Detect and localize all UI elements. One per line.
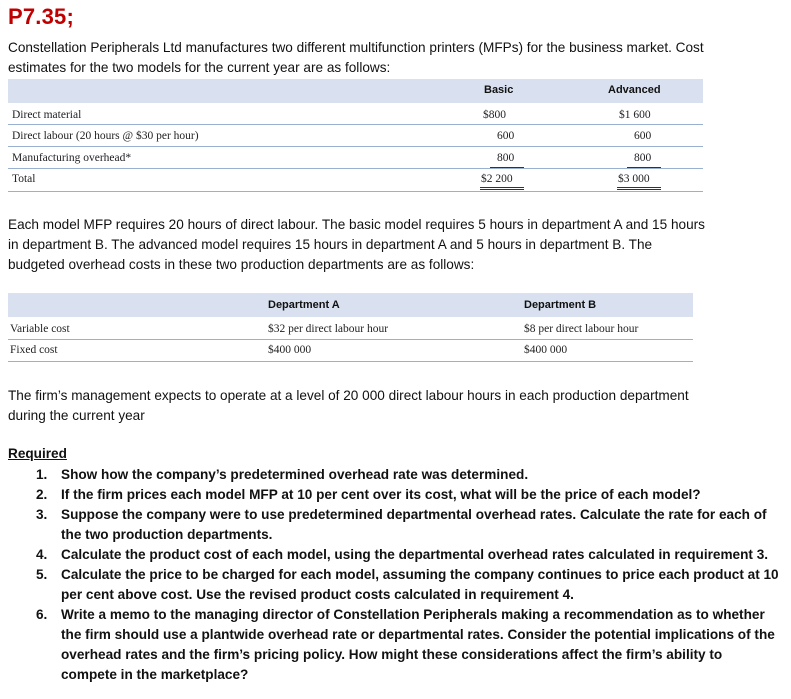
middle-line: budgeted overhead costs in these two production departments are as follows: [8,257,475,272]
expectation-line: The firm’s management expects to operate at a level of 20 000 direct labour hours in each production department [8,388,689,403]
requirement-number: 4. [36,547,48,562]
total-double-underline [480,187,524,188]
requirement-text: Calculate the price to be charged for each model, assuming the company continues to price each product at 10 per cent above cost. Use the revised product costs calculated in requirement 4. [61,567,779,602]
requirement-item [36,505,781,545]
department-table [8,293,693,365]
requirement-text: Show how the company’s predetermined overhead rate was determined. [61,467,529,482]
required-heading: Required [8,446,67,461]
basic-value: $2 200 [481,173,513,185]
requirement-text: Suppose the company were to use predetermined departmental overhead rates. Calculate the rate for each of the two production departments. [61,507,767,542]
total-double-underline [480,189,524,190]
requirement-number: 5. [36,567,48,582]
requirement-item [36,465,781,485]
requirement-item [36,605,781,685]
intro-line: Constellation Peripherals Ltd manufactures two different multifunction printers (MFPs) for the business market. Cost [8,40,704,55]
header-department-b: Department B [524,299,597,311]
middle-line: Each model MFP requires 20 hours of direct labour. The basic model requires 5 hours in department A and 15 hours [8,217,705,232]
row-divider [8,146,703,147]
advanced-value: 600 [634,130,652,142]
cost-table-header-band [8,79,703,103]
row-label: Direct labour (20 hours @ $30 per hour) [12,130,199,142]
dept-b-value: $8 per direct labour hour [524,323,639,335]
expectation-line: during the current year [8,408,145,423]
basic-value: $800 [483,109,506,121]
requirement-number: 6. [36,607,48,622]
requirement-number: 3. [36,507,48,522]
requirement-number: 2. [36,487,48,502]
advanced-value: $3 000 [618,173,650,185]
row-label: Manufacturing overhead* [12,152,132,164]
basic-value: 800 [497,152,515,164]
total-double-underline [617,187,661,188]
row-divider [8,168,703,169]
row-label: Variable cost [10,323,70,335]
advanced-value: $1 600 [619,109,651,121]
dept-b-value: $400 000 [524,344,568,356]
requirement-text: Calculate the product cost of each model, using the departmental overhead rates calculated in requirement 3. [61,547,769,562]
header-advanced: Advanced [608,84,661,96]
expectation-paragraph [8,386,689,426]
row-divider [8,124,703,125]
requirement-item [36,565,781,605]
requirement-text: Write a memo to the managing director of Constellation Peripherals making a recommendation as to whether the firm should use a plantwide overhead rate or departmental rates. Consider the potential implications of the overhead rates and the firm’s pricing policy. How might these considerations affect the firm’s ability to compete in the marketplace? [61,607,775,682]
middle-paragraph [8,215,705,275]
row-label: Fixed cost [10,344,58,356]
requirement-number: 1. [36,467,48,482]
middle-line: in department B. The advanced model requires 15 hours in department A and 5 hours in department B. The [8,237,653,252]
table-bottom-rule [8,191,703,192]
basic-value: 600 [497,130,515,142]
requirement-item [36,545,781,565]
requirement-item [36,485,781,505]
problem-title: P7.35; [8,4,75,29]
requirements-list [36,465,781,685]
row-divider [8,339,693,340]
advanced-value: 800 [634,152,652,164]
header-department-a: Department A [268,299,340,311]
dept-a-value: $400 000 [268,344,312,356]
table-bottom-rule [8,361,693,362]
requirement-text: If the firm prices each model MFP at 10 per cent over its cost, what will be the price of each model? [61,487,701,502]
intro-paragraph [8,38,704,78]
dept-a-value: $32 per direct labour hour [268,323,389,335]
intro-line: estimates for the two models for the current year are as follows: [8,60,391,75]
total-double-underline [617,189,661,190]
row-label: Direct material [12,109,82,121]
header-basic: Basic [484,84,514,96]
row-label: Total [12,173,36,185]
cost-table [8,79,703,194]
